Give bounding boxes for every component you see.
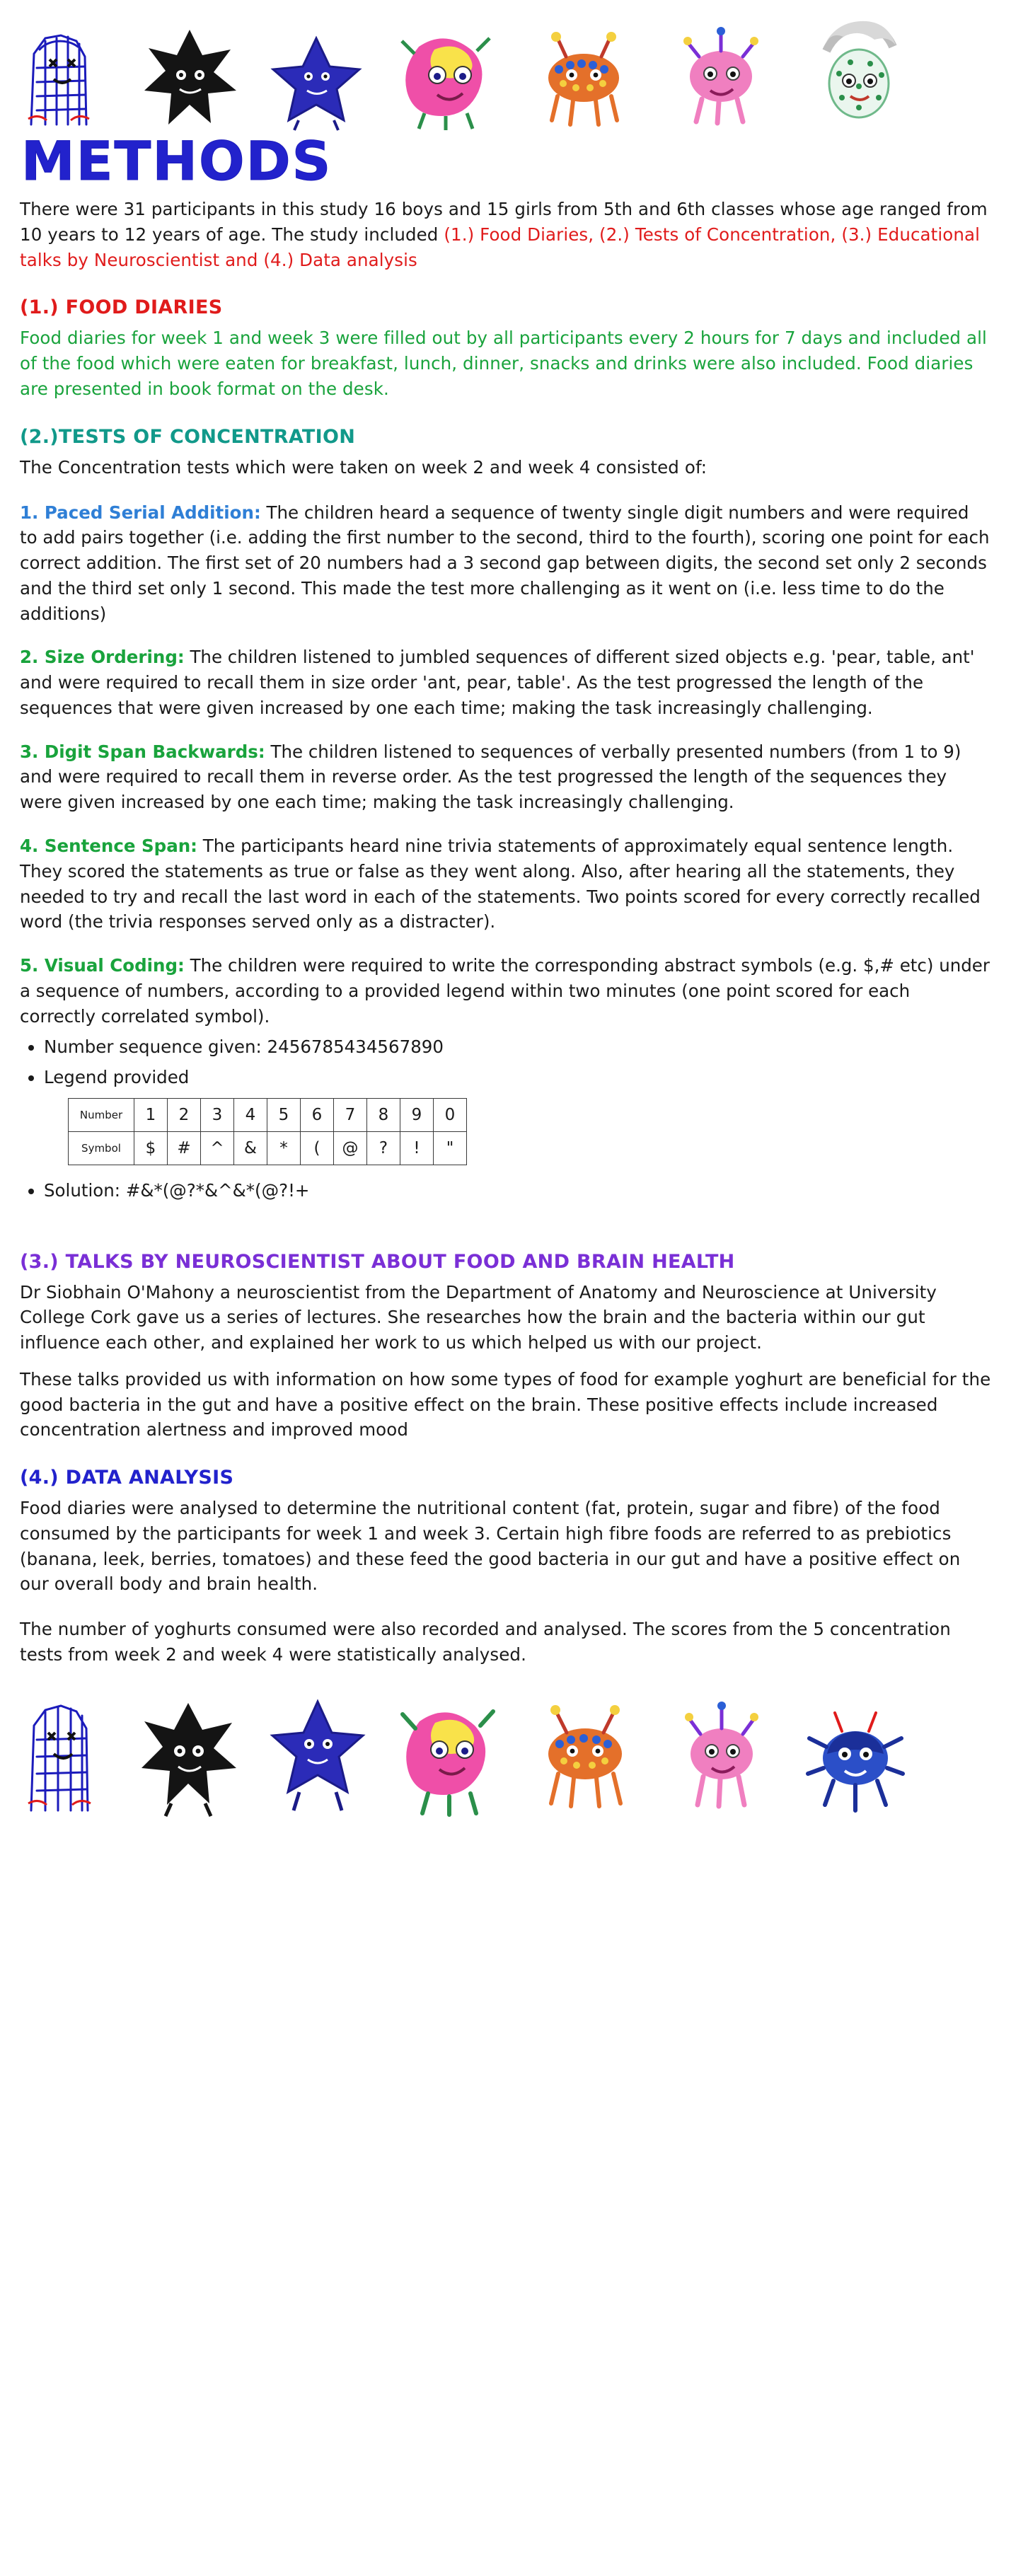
legend-number-cell: 4 [234,1098,267,1131]
black-starburst-creature [137,1697,240,1820]
legend-symbol-cell: " [434,1131,467,1165]
spacer [20,1679,991,1697]
legend-number-cell: 0 [434,1098,467,1131]
test-text: The children listened to jumbled sequences of different sized objects e.g. 'pear, table, ant' and were required to recall them in size order 'ant, pear, table'. As the test progressed the length of the sequences that were given increased by one each time; making the task increasingly challenging. [20,647,975,718]
pink-spiky-creature [668,1697,774,1820]
legend-table-wrapper [68,1098,991,1165]
spacer [20,1208,991,1227]
legend-symbol-cell: & [234,1131,267,1165]
test-label: 5. Visual Coding: [20,955,185,976]
legend-symbol-cell: ! [400,1131,434,1165]
legend-number-cell: 1 [134,1098,168,1131]
visual-coding-bullets [20,1034,991,1091]
decoration-row-top [20,0,991,134]
data-analysis-paragraph-2: The number of yoghurts consumed were also recorded and analysed. The scores from the 5 concentration tests from week 2 and week 4 were statistically analysed. [20,1619,951,1665]
blue-star-creature [270,33,362,134]
test-item-digit-span-backwards [20,739,991,815]
section-heading-tests: (2.)TESTS OF CONCENTRATION [20,425,356,448]
table-row [69,1098,467,1131]
test-text: The children listened to sequences of verbally presented numbers (from 1 to 9) and were required to recall them in reverse order. As the test progressed the length of the sequences they were given increased by one each time; making the task increasingly challenging. [20,741,961,813]
test-label: 4. Sentence Span: [20,835,197,856]
legend-number-cell: 7 [334,1098,367,1131]
legend-symbol-cell: # [168,1131,201,1165]
legend-number-cell: 3 [201,1098,234,1131]
visual-coding-legend-table [68,1098,467,1165]
list-item: • Number sequence given: 2456785434567890 [44,1034,991,1061]
legend-row-label-symbol: Symbol [69,1131,134,1165]
test-label: 3. Digit Span Backwards: [20,741,265,762]
talks-paragraph-2: These talks provided us with information on how some types of food for example yoghurt are beneficial for the good bacteria in the gut and have a positive effect on the brain. These positive effects include increased concentration alertness and improved mood [20,1368,991,1440]
page-title: METHODS [21,129,333,192]
green-dotted-head-creature [805,18,911,134]
intro-text-part1: There were 31 participants in this study 16 boys and 15 girls from 5th and 6th classes whose age ranged from 10 years to 12 years of age. The study included [20,199,988,245]
legend-symbol-cell: $ [134,1131,168,1165]
legend-symbol-cell: * [267,1131,301,1165]
section-heading-talks: (3.) TALKS BY NEUROSCIENTIST ABOUT FOOD AND BRAIN HEALTH [20,1250,735,1273]
table-row [69,1131,467,1165]
test-label: 1. Paced Serial Addition: [20,502,261,523]
legend-number-cell: 6 [301,1098,334,1131]
legend-symbol-cell: ( [301,1131,334,1165]
test-item-size-ordering [20,645,991,720]
test-text: The participants heard nine trivia statements of approximately equal sentence length. They scored the statements as true or false as they went along. Also, after hearing all the statements, they needed to try and recall the last word in each of the statements. Two points scored for every correctly recalled word (the trivia responses served only as a distracter). [20,835,981,932]
list-item: • Legend provided [44,1065,991,1091]
test-item-visual-coding [20,953,991,1029]
list-item: • Solution: #&*(@?*&^&*(@?!+ [44,1178,991,1204]
black-starburst-creature [140,25,239,134]
decoration-row-bottom [20,1697,991,1846]
crayon-scribble-figure [24,25,109,134]
intro-paragraph [20,197,991,272]
orange-beaded-creature [530,1697,640,1820]
legend-symbol-cell: ^ [201,1131,234,1165]
test-label: 2. Size Ordering: [20,647,185,668]
blue-star-creature [268,1697,367,1817]
test-item-paced-serial-addition [20,500,991,627]
legend-number-cell: 5 [267,1098,301,1131]
pink-blob-creature [395,1697,502,1820]
test-item-sentence-span [20,833,991,935]
solution-bullets [20,1178,991,1204]
legend-number-cell: 8 [367,1098,400,1131]
spacer [20,1608,991,1617]
section-heading-data-analysis: (4.) DATA ANALYSIS [20,1467,234,1489]
test-text: The children heard a sequence of twenty single digit numbers and were required to add pairs together (i.e. adding the first number to the second, third to the fourth), scoring one point for each correct addition. The first set of 20 numbers had a 3 second gap between digits, the second set only 2 seconds and the third set only 1 second. This made the test more challenging as it went on (i.e. less time to do the additions) [20,502,990,624]
legend-symbol-cell: @ [334,1131,367,1165]
pink-blob-creature [393,25,499,134]
orange-beaded-creature [531,25,637,134]
legend-symbol-cell: ? [367,1131,400,1165]
tests-intro: The Concentration tests which were taken on week 2 and week 4 consisted of: [20,456,707,478]
crayon-scribble-figure [24,1697,109,1820]
food-diaries-body: Food diaries for week 1 and week 3 were filled out by all participants every 2 hours for 7 days and included all of the food which were eaten for breakfast, lunch, dinner, snacks and drinks were also included. Food diaries are presented in book format on the desk. [20,328,987,400]
spacer [20,492,991,500]
test-text: The children were required to write the corresponding abstract symbols (e.g. $,# etc) under a sequence of numbers, according to a provided legend within two minutes (one point scored for each correctly correlated symbol). [20,955,990,1027]
pink-spiky-creature [668,25,774,134]
intro-text-highlight: (1.) Food Diaries, (2.) Tests of Concentration, (3.) Educational talks by Neuroscientist and (4.) Data analysis [20,224,980,270]
talks-paragraph-1: Dr Siobhain O'Mahony a neuroscientist from the Department of Anatomy and Neuroscience at University College Cork gave us a series of lectures. She researches how the brain and the bacteria within our gut influence each other, and explained her work to us which helped us with our project. [20,1281,937,1353]
legend-number-cell: 2 [168,1098,201,1131]
blue-beetle-creature [802,1697,908,1820]
data-analysis-paragraph-1: Food diaries were analysed to determine the nutritional content (fat, protein, sugar and fibre) of the food consumed by the participants for week 1 and week 3. Certain high fibre foods are referred to as prebiotics (banana, leek, berries, tomatoes) and these feed the good bacteria in our gut and have a positive effect on our overall body and brain health. [20,1498,961,1595]
legend-number-cell: 9 [400,1098,434,1131]
section-heading-food-diaries: (1.) FOOD DIARIES [20,296,223,319]
legend-row-label-number: Number [69,1098,134,1131]
